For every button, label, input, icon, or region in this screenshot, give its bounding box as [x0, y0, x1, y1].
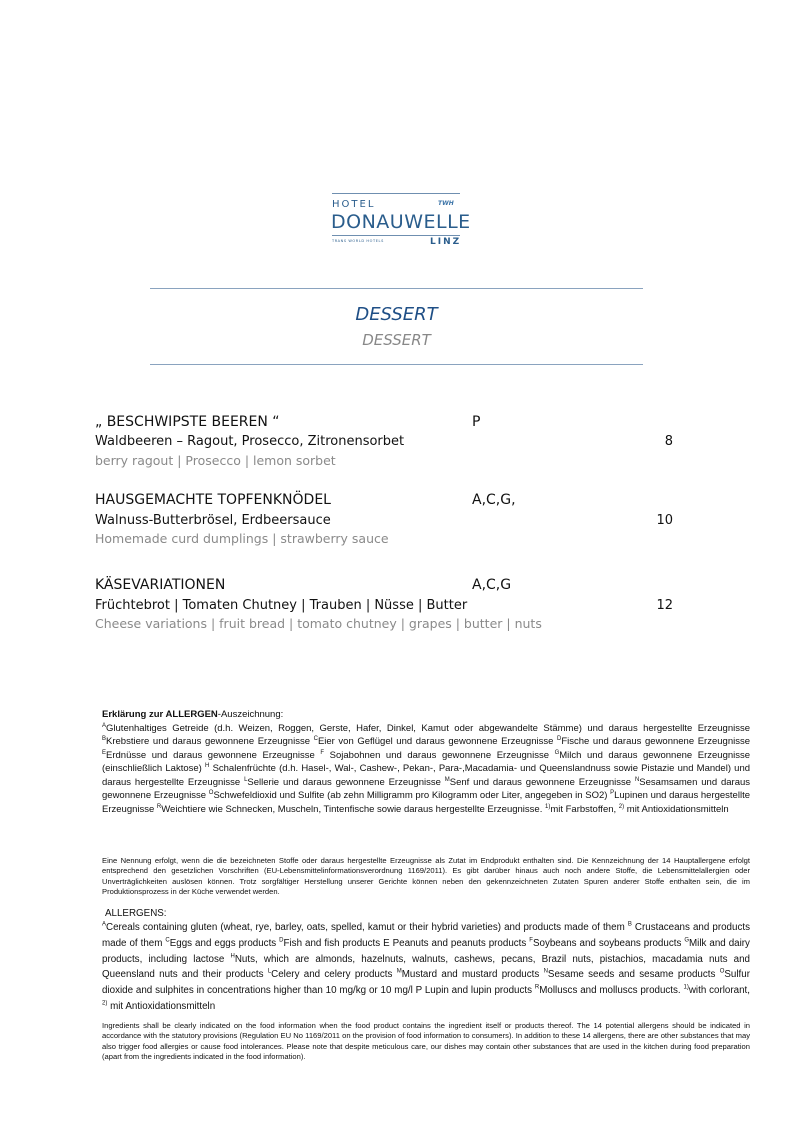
menu-item-desc-en: Homemade curd dumplings | strawberry sauce [95, 531, 389, 546]
menu-item-title: „ BESCHWIPSTE BEEREN “ [95, 414, 280, 430]
menu-item-desc-de: Waldbeeren – Ragout, Prosecco, Zitronensorbet [95, 434, 405, 449]
menu-item-desc-en: Cheese variations | fruit bread | tomato chutney | grapes | butter | nuts [95, 616, 542, 631]
divider-top [150, 288, 643, 289]
hotel-logo [330, 190, 471, 252]
menu-item-desc-en: berry ragout | Prosecco | lemon sorbet [95, 453, 336, 468]
divider-bottom [150, 364, 643, 365]
allergen-legend-en: ALLERGENS: $^A$Cereals containing gluten (wheat, rye, barley, oats, spelled, kamut or their hybrid varieties) and products made of them $^B$ Crustaceans and products made of them $^C$Eggs and eggs products $^D$Fish and fish products E Peanuts and peanuts products $^F$Soybeans and soybeans products $^G$Milk and dairy products, including lactose $^H$Nuts, which are almonds, hazelnuts, walnuts, cashews, pecans, Brazil nuts, pistachios, macadamia nuts and Queensland nuts and their products $^L$Celery and celery products $^M$Mustard and mustard products $^N$Sesame seeds and sesame products $^O$Sulfur dioxide and sulphites in concentrations higher than 10 mg/kg or 10 mg/l P Lupin and lupin products $^R$Molluscs and molluscs products. $^{1)}$with corlorant, $^{2)}$ mit Antioxidationsmitteln [102, 908, 750, 1012]
menu-item-title: HAUSGEMACHTE TOPFENKNÖDEL [95, 492, 331, 508]
logo-hotel-text: HOTEL [332, 199, 376, 210]
menu-item-price: 8 [664, 434, 673, 449]
logo-subtitle: TRANS WORLD HOTELS [332, 239, 384, 243]
allergen-legend-en-heading: ALLERGENS: [105, 908, 167, 919]
allergen-legend-heading: Erklärung zur ALLERGEN-Auszeichnung: [102, 709, 284, 720]
menu-item-allergens: A,C,G, [472, 492, 516, 508]
logo-bottom-rule [332, 235, 460, 236]
logo-city: LINZ [430, 237, 462, 247]
allergen-notice-de: Eine Nennung erfolgt, wenn die die bezeichneten Stoffe oder daraus hergestellte Erzeugnisse als Zutat im Endprodukt enthalten sind. Die Kennzeichnung der 14 Hauptallergene erfolgt entsprechend den gesetzlichen Vorschriften (EU-Lebensmittelinformationsverordnung 1169/2011). Es gibt darüber hinaus auch noch andere Stoffe, die Lebensmittelallergien oder Unverträglichkeiten auslösen können. Trotz sorgfältiger Herstellung unserer Gerichte können neben den gekennzeichneten Zutaten Spuren anderer Stoffe enthalten sein, die im Produktionsprozess in der Küche verwendet werden. [102, 856, 750, 896]
logo-twh-mark: TWH [438, 200, 454, 207]
section-title-en: DESSERT [362, 331, 431, 349]
section-title-de: DESSERT [355, 304, 438, 325]
menu-item-title: KÄSEVARIATIONEN [95, 577, 226, 593]
logo-name-text: DONAUWELLE [331, 211, 471, 233]
menu-item-allergens: P [472, 414, 481, 430]
menu-item-desc-de: Früchtebrot | Tomaten Chutney | Trauben | Nüsse | Butter [95, 598, 468, 613]
menu-item-desc-de: Walnuss-Butterbrösel, Erdbeersauce [95, 513, 331, 528]
allergen-notice-en: Ingredients shall be clearly indicated on the food information when the food product contains the ingredient itself or products thereof. The 14 potential allergens should be indicated in accordance with the statutory provisions (Regulation EU No 1169/2011 on the provision of food information to consumers). In addition to these 14 allergens, there are other substances that may also trigger food allergies or cause food intolerances. Please note that despite meticulous care, our dishes may contain other substances that are used in the kitchen during food preparation (apart from the ingredients indicated in the food information). [102, 1021, 750, 1061]
menu-item-price: 12 [656, 598, 673, 613]
logo-top-rule [332, 193, 460, 194]
menu-item-price: 10 [656, 513, 673, 528]
allergen-legend-de: Erklärung zur ALLERGEN-Auszeichnung: $^A$Glutenhaltiges Getreide (d.h. Weizen, Roggen, Gerste, Hafer, Dinkel, Kamut oder abgewandelte Stämme) und daraus hergestellte Erzeugnisse $^B$Krebstiere und daraus gewonnene Erzeugnisse $^C$Eier von Geflügel und daraus gewonnene Erzeugnisse $^D$Fische und daraus gewonnene Erzeugnisse $^E$Erdnüsse und daraus gewonnene Erzeugnisse $^F$ Sojabohnen und daraus gewonnene Erzeugnisse $^G$Milch und daraus gewonnene Erzeugnisse (einschließlich Laktose) $^H$ Schalenfrüchte (d.h. Hasel-, Wal-, Cashew-, Pekan-, Para-,Macadamia- und Queenslandnuss sowie Pistazie und Mandel) und daraus hergestellte Erzeugnisse $^L$Sellerie und daraus gewonnene Erzeugnisse $^M$Senf und daraus gewonnene Erzeugnisse $^N$Sesamsamen und daraus gewonnene Erzeugnisse $^O$Schwefeldioxid und Sulfite (ab zehn Milligramm pro Kilogramm oder Liter, angegeben in SO2) $^P$Lupinen und daraus hergestellte Erzeugnisse $^R$Weichtiere wie Schnecken, Muscheln, Tintenfische sowie daraus hergestellte Erzeugnisse. $^{1)}$mit Farbstoffen, $^{2)}$ mit Antioxidationsmitteln [102, 709, 751, 815]
menu-item-allergens: A,C,G [472, 577, 512, 593]
